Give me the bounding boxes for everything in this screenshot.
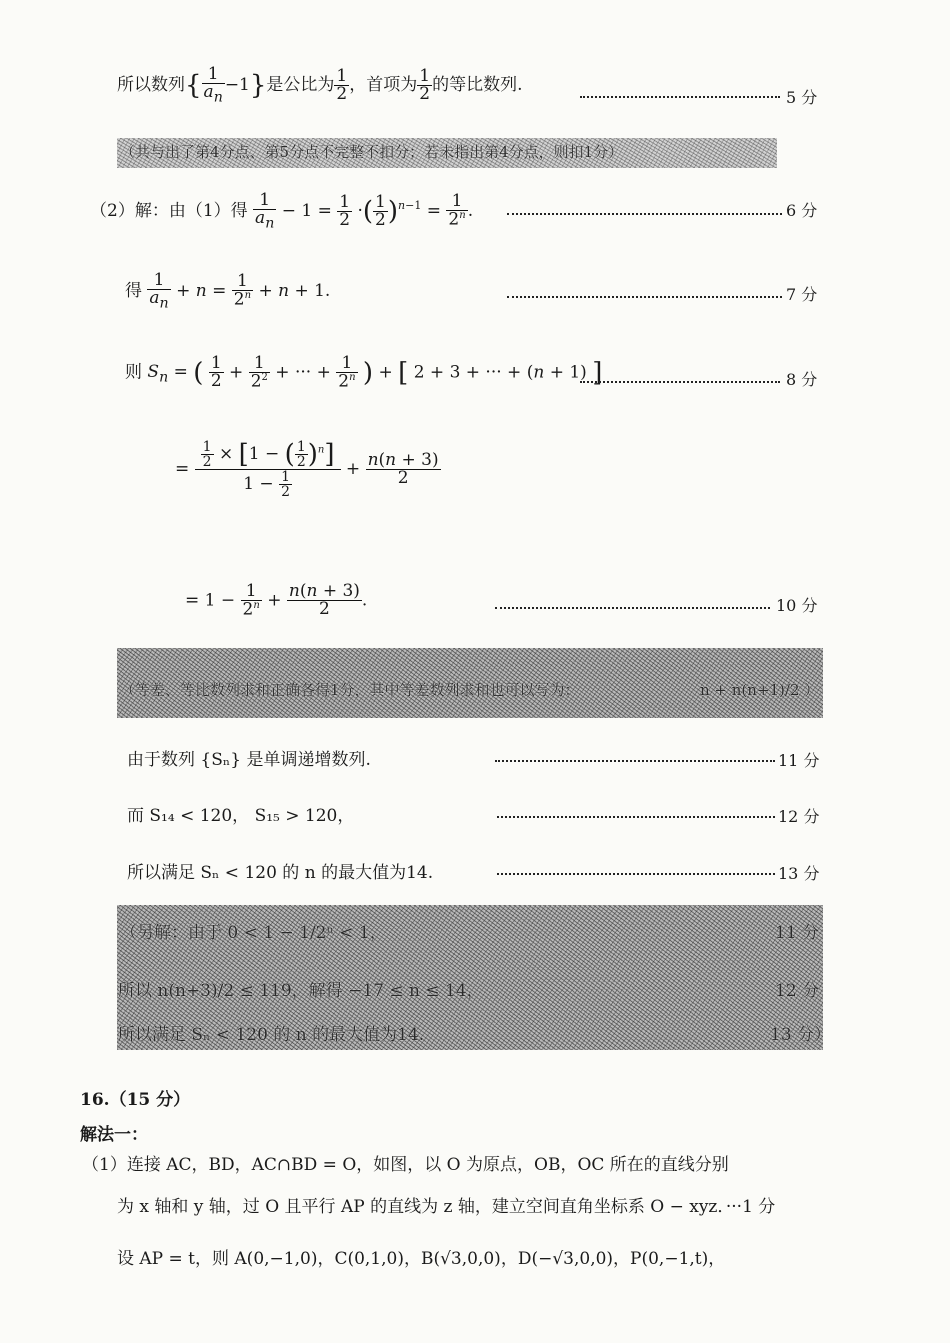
problem-16-title: 16.（15 分） (80, 1090, 191, 1110)
q16-line-2: 为 x 轴和 y 轴，过 O 且平行 AP 的直线为 z 轴，建立空间直角坐标系 O − xyz．···1 分 (117, 1197, 776, 1217)
score-8: 8 分 (786, 370, 818, 389)
arithmetic-sum-fraction: $\frac{n(n + 3)}{2}$ (367, 450, 439, 488)
text-segment: 则 (125, 362, 142, 383)
text-segment: （2）解：由（1）得 (90, 200, 248, 221)
text-segment: 所以数列 (117, 74, 185, 95)
ratio-fraction: $\frac{1}{2}$ (336, 65, 348, 104)
score-leader (580, 96, 780, 98)
alt-score-3: 13 分） (770, 1025, 832, 1045)
line-sum-split: 则 $S_n$ = ( $\frac{1}{2}$ + $\frac{1}{2^2}$ + ··· + $\frac{1}{2^n}$ ) + [ 2 + 3 + ··· + (n + 1) ] (125, 353, 603, 392)
fraction-1-over-an: $\frac{1}{a_n}$ (203, 64, 223, 106)
fraction-1-over-an: $\frac{1}{a_n}$ (149, 270, 169, 312)
grading-note-2: （等差、等比数列求和正确各得1分，其中等差数列求和也可以写为： (120, 681, 580, 699)
grading-note-1: （共与出了第4分点、第5分点不完整不扣分；若未指出第4分点，则扣1分） (120, 143, 624, 161)
arithmetic-sum-fraction: $\frac{n(n + 3)}{2}$ (288, 581, 360, 620)
score-11: 11 分 (778, 751, 820, 770)
fraction-1-over-2n: $\frac{1}{2^n}$ (448, 191, 466, 231)
fraction-half: $\frac{1}{2}$ (339, 191, 351, 230)
score-5: 5 分 (786, 88, 818, 107)
alt-score-1: 11 分 (775, 923, 820, 943)
fraction-1-over-an: $\frac{1}{a_n}$ (255, 190, 275, 232)
line-reciprocal-plus-n: 得 $\frac{1}{a_n}$ + n = $\frac{1}{2^n}$ + n + 1. (125, 270, 331, 312)
q16-line-3: 设 AP = t，则 A(0,−1,0)，C(0,1,0)，B(√3,0,0)，D(−√3,0,0)，P(0,−1,t)， (117, 1249, 726, 1269)
fraction: $\frac{1}{2^n}$ (338, 353, 356, 392)
score-leader (495, 760, 775, 762)
geometric-sum-fraction: $\frac{1}{2}$ × [1 − ( $\frac{1}{2}$ )$^n$] 1 − $\frac{1}{2}$ (195, 440, 341, 499)
alt-line-2: 所以 n(n+3)/2 ≤ 119，解得 −17 ≤ n ≤ 14， (118, 981, 484, 1001)
alt-score-2: 12 分 (775, 981, 820, 1001)
text-segment: 由于数列 (127, 750, 195, 770)
score-7: 7 分 (786, 285, 818, 304)
alt-line-3: 所以满足 Sₙ < 120 的 n 的最大值为14. (118, 1025, 425, 1045)
text-segment: 是单调递增数列. (246, 750, 371, 770)
line-geometric-sequence (117, 66, 522, 105)
line-s14-s15: 而 S₁₄ < 120， S₁₅ > 120， (127, 806, 355, 826)
minus-one: −1 (224, 74, 250, 95)
fraction: $\frac{1}{2^2}$ (250, 353, 268, 392)
score-leader (495, 607, 770, 609)
score-leader (497, 873, 775, 875)
line-part2-start: （2）解：由（1）得 $\frac{1}{a_n}$ − 1 = $\frac{1}{2}$ ·( $\frac{1}{2}$ )$^{n-1}$ = $\frac{1}{2^n}$ . (90, 190, 474, 232)
score-leader (507, 213, 782, 215)
line-monotonic (127, 752, 371, 769)
score-leader (497, 816, 775, 818)
score-leader (580, 381, 780, 383)
first-term-fraction: $\frac{1}{2}$ (419, 65, 431, 104)
alt-line-1: （另解：由于 0 < 1 − 1/2ⁿ < 1， (120, 923, 387, 943)
score-6: 6 分 (786, 201, 818, 220)
score-12: 12 分 (778, 807, 820, 826)
line-geometric-sum-formula: = $\frac{1}{2}$ × [1 − ( $\frac{1}{2}$ )$^n$] 1 − $\frac{1}{2}$ + $\frac{n(n + 3)}{2}$ (175, 439, 439, 500)
fraction-half: $\frac{1}{2}$ (375, 191, 386, 230)
score-13: 13 分 (778, 864, 820, 883)
score-leader (507, 296, 782, 298)
fraction-1-over-2n: $\frac{1}{2^n}$ (233, 271, 252, 311)
fraction-1-over-2n: $\frac{1}{2^n}$ (242, 581, 260, 620)
text-segment: ，首项为 (349, 74, 418, 95)
method-label: 解法一： (80, 1125, 148, 1145)
score-10: 10 分 (776, 596, 818, 615)
text-segment: 是公比为 (266, 74, 335, 95)
q16-line-1: （1）连接 AC，BD，AC∩BD = O，如图，以 O 为原点，OB，OC 所在的直线分别 (82, 1155, 729, 1175)
line-max-n: 所以满足 Sₙ < 120 的 n 的最大值为14. (127, 863, 434, 883)
fraction: $\frac{1}{2}$ (210, 353, 222, 392)
text-segment: 得 (125, 280, 142, 301)
brace-open: { (185, 70, 202, 101)
brace-close: } (249, 70, 267, 101)
line-sum-result: = 1 − $\frac{1}{2^n}$ + $\frac{n(n + 3)}{2}$ . (185, 581, 368, 620)
sequence-set: {Sₙ} (200, 750, 242, 770)
text-segment: 的等比数列. (432, 74, 523, 95)
grading-note-2-expr: n + n(n+1)/2 ） (700, 681, 820, 699)
